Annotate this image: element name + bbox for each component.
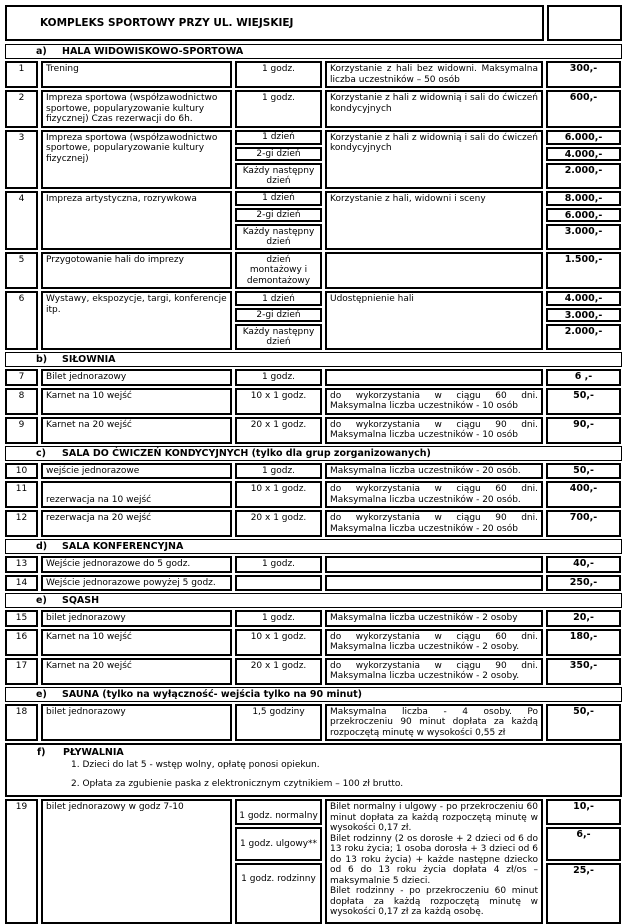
section-letter: a) [36,46,47,57]
duration-cell: 1 godz. [235,556,322,573]
price-value: 3.000,- [564,225,603,237]
price-row [5,799,622,924]
service-description [41,90,232,128]
section-title: SAUNA (tylko na wyłączność- wejścia tylko na 90 minut) [62,688,363,700]
row-number: 18 [5,704,38,742]
price-option [546,147,621,161]
duration-label: Każdy następny dzień [242,327,315,347]
service-description [41,610,232,627]
row-number: 8 [5,388,38,415]
section-title: HALA WIDOWISKOWO-SPORTOWA [62,46,244,57]
duration-option [235,799,322,825]
service-description [41,369,232,386]
note-paragraph: Bilet normalny i ulgowy - po przekroczeniu 60 minut dopłata za każdą rozpoczętą minutę w wysokości 0,17 zł. [330,802,538,833]
duration-cell: 1 godz. [235,463,322,480]
price-cell: 90,- [546,417,621,444]
service-description-text: Trening [46,64,79,74]
section-letter: f) [37,747,46,758]
row-number: 6 [5,291,38,350]
note-cell: Korzystanie z hali, widowni i sceny [325,191,543,250]
price-row [5,291,622,350]
section-letter: e) [36,688,47,700]
service-description [41,252,232,290]
price-cell: 50,- [546,463,621,480]
price-option [546,799,621,825]
duration-cell: 1 godz. [235,610,322,627]
service-description [41,556,232,573]
price-option [546,163,621,189]
service-description-text: wejście jednorazowe [46,465,140,476]
service-description-text: Wystawy, ekspozycje, targi, konferencje itp. [46,294,227,315]
duration-label: 1 dzień [262,193,295,203]
duration-option [235,130,322,145]
duration-cell: 1 godz. [235,61,322,88]
duration-label: 2-gi dzień [256,209,301,220]
note-cell: do wykorzystania w ciągu 60 dni. Maksymalna liczba uczestników - 10 osób [325,388,543,415]
duration-options [235,799,322,924]
duration-options [235,191,322,250]
price-option [546,130,621,145]
duration-label: 1 godz. rodzinny [241,874,316,884]
price-row [5,130,622,189]
duration-option [235,163,322,189]
service-description-text: Karnet na 20 wejść [46,660,132,671]
note-cell [325,369,543,386]
row-number: 4 [5,191,38,250]
service-description-text: Karnet na 10 wejść [46,390,132,401]
price-cell: 50,- [546,388,621,415]
duration-options [235,130,322,189]
price-row [5,252,622,290]
row-number: 11 [5,481,38,508]
service-description-text: Wejście jednorazowe do 5 godz. [46,559,191,569]
service-description-text: Karnet na 20 wejść [46,419,132,430]
duration-label: 1 dzień [262,132,295,142]
price-options [546,291,621,350]
document-title: KOMPLEKS SPORTOWY PRZY UL. WIEJSKIEJ [40,17,294,29]
note-cell [325,575,543,592]
section-header [5,446,622,461]
duration-cell: 10 x 1 godz. [235,388,322,415]
row-number: 13 [5,556,38,573]
row-number: 12 [5,510,38,537]
price-row [5,417,622,444]
price-value: 2.000,- [564,326,603,337]
row-number: 17 [5,658,38,685]
note-cell [325,799,543,924]
section-title: SQASH [62,595,100,606]
price-cell: 600,- [546,90,621,128]
service-description [41,481,232,508]
duration-cell: 20 x 1 godz. [235,658,322,685]
service-description-text: rezerwacja na 20 wejść [46,513,152,523]
price-cell: 180,- [546,629,621,656]
duration-option [235,224,322,250]
duration-cell: 10 x 1 godz. [235,629,322,656]
price-value: 4.000,- [564,293,603,304]
duration-option [235,147,322,161]
price-options [546,799,621,924]
section-title: SALA DO ĆWICZEŃ KONDYCYJNYCH (tylko dla grup zorganizowanych) [62,447,431,459]
price-table [5,44,630,924]
service-description [41,130,232,189]
note-cell: Korzystanie z hali bez widowni. Maksymalna liczba uczestników – 50 osób [325,61,543,88]
duration-label: 2-gi dzień [256,310,301,320]
section-header [5,352,622,367]
price-option [546,224,621,250]
price-option [546,308,621,322]
row-number: 1 [5,61,38,88]
section-header [5,44,622,59]
price-row [5,658,622,685]
duration-cell: 1 godz. [235,369,322,386]
price-row [5,629,622,656]
price-cell: 6 ,- [546,369,621,386]
service-description [41,388,232,415]
row-number: 19 [5,799,38,924]
price-row [5,463,622,480]
duration-cell: 20 x 1 godz. [235,510,322,537]
duration-label: Każdy następny dzień [242,165,315,186]
note-cell [325,252,543,290]
note-cell: do wykorzystania w ciągu 90 dni. Maksymalna liczba uczestników - 2 osoby. [325,658,543,685]
price-value: 4.000,- [564,148,603,160]
row-number: 5 [5,252,38,290]
duration-cell: 20 x 1 godz. [235,417,322,444]
price-row [5,369,622,386]
note-cell: Maksymalna liczba uczestników - 20 osób. [325,463,543,480]
service-description-text: Impreza sportowa (współzawodnictwo sportowe, popularyzowanie kultury fizycznej) [46,132,218,164]
service-description-text: rezerwacja na 10 wejść [46,494,152,505]
price-cell: 350,- [546,658,621,685]
section-title: PŁYWALNIA [63,747,124,758]
price-value: 8.000,- [564,192,603,204]
row-number: 10 [5,463,38,480]
price-value: 6,- [576,829,591,840]
duration-label: Każdy następny dzień [242,226,315,247]
table-header-row [5,5,630,41]
duration-cell: dzień montażowy i demontażowy [235,252,322,290]
note-cell: Maksymalna liczba - 4 osoby. Po przekroczeniu 90 minut dopłata za każdą rozpoczętą minutę w wysokości 0,55 zł [325,704,543,742]
price-row [5,481,622,508]
section-title: SALA KONFERENCYJNA [62,541,184,552]
service-description-text: bilet jednorazowy w godz 7-10 [46,802,184,812]
price-row [5,556,622,573]
note-cell [325,556,543,573]
price-cell: 40,- [546,556,621,573]
note-cell: Udostępnienie hali [325,291,543,350]
duration-option [235,863,322,924]
duration-cell: 10 x 1 godz. [235,481,322,508]
service-description [41,629,232,656]
price-row [5,191,622,250]
note-cell: Korzystanie z hali z widownią i sali do ćwiczeń kondycyjnych [325,90,543,128]
info-section [5,743,622,797]
price-cell: 300,- [546,61,621,88]
section-letter: d) [36,541,48,552]
document-title-cell [5,5,544,41]
price-cell: 1.500,- [546,252,621,290]
price-option [546,191,621,206]
price-value: 25,- [573,865,594,876]
service-description-text: Karnet na 10 wejść [46,631,132,642]
price-cell: 400,- [546,481,621,508]
price-option [546,291,621,306]
service-description-text: Przygotowanie hali do imprezy [46,254,184,265]
section-header [5,593,622,608]
row-number: 7 [5,369,38,386]
duration-option [235,291,322,306]
price-cell: 250,- [546,575,621,592]
duration-cell: 1 godz. [235,90,322,128]
service-description [41,658,232,685]
section-header [5,539,622,554]
note-cell: do wykorzystania w ciągu 90 dni. Maksymalna liczba uczestników - 10 osób [325,417,543,444]
service-description [41,704,232,742]
note-paragraph: Bilet rodzinny (2 os dorosłe + 2 dzieci od 6 do 13 roku życia; 1 osoba dorosła + 3 dzieci od 6 do 13 roku życia) + każde następne dziecko od 6 do 13 roku życia dopłata 4 zł/os – maksymalnie 5 dzieci. [330,833,538,886]
duration-cell [235,575,322,592]
price-options [546,191,621,250]
duration-option [235,827,322,861]
service-description-text: bilet jednorazowy [46,706,126,717]
note-cell: do wykorzystania w ciągu 90 dni. Maksymalna liczba uczestników - 20 osób [325,510,543,537]
price-cell: 20,- [546,610,621,627]
row-number: 3 [5,130,38,189]
price-value: 2.000,- [564,164,603,176]
header-price-cell-empty [547,5,622,41]
price-option [546,863,621,924]
service-description [41,291,232,350]
section-title: SIŁOWNIA [62,354,116,365]
service-description [41,191,232,250]
price-option [546,324,621,350]
section-letter: e) [36,595,47,606]
info-note: 2. Opłata za zgubienie paska z elektronicznym czytnikiem – 100 zł brutto. [71,778,404,789]
price-row [5,575,622,592]
row-number: 2 [5,90,38,128]
service-description [41,575,232,592]
price-value: 10,- [573,801,594,812]
price-row [5,61,622,88]
service-description [41,510,232,537]
price-row [5,90,622,128]
duration-label: 1 godz. ulgowy** [239,839,318,849]
note-cell: do wykorzystania w ciągu 60 dni. Maksymalna liczba uczestników - 2 osoby. [325,629,543,656]
service-description [41,463,232,480]
row-number: 9 [5,417,38,444]
price-value: 6.000,- [564,209,603,221]
row-number: 14 [5,575,38,592]
price-row [5,388,622,415]
row-number: 16 [5,629,38,656]
service-description [41,61,232,88]
price-option [546,827,621,861]
duration-label: 1 godz. normalny [239,811,318,821]
price-cell: 700,- [546,510,621,537]
note-cell: Maksymalna liczba uczestników - 2 osoby [325,610,543,627]
note-paragraph: Bilet rodzinny - po przekroczeniu 60 minut dopłata za każdą rozpoczętą minutę w wysokości 0,17 zł za każdą osobę. [330,886,538,917]
section-letter: b) [36,354,48,365]
service-description-text: Wejście jednorazowe powyżej 5 godz. [46,577,216,588]
duration-cell: 1,5 godziny [235,704,322,742]
note-cell: do wykorzystania w ciągu 60 dni. Maksymalna liczba uczestników - 20 osób. [325,481,543,508]
section-letter: c) [36,447,46,459]
note-cell: Korzystanie z hali z widownią i sali do ćwiczeń kondycyjnych [325,130,543,189]
duration-option [235,191,322,206]
info-section-header [37,747,612,758]
price-row [5,610,622,627]
duration-options [235,291,322,350]
duration-option [235,308,322,322]
info-note: 1. Dzieci do lat 5 - wstęp wolny, opłatę ponosi opiekun. [71,760,320,770]
duration-option [235,208,322,222]
duration-label: 2-gi dzień [256,148,301,159]
price-cell: 50,- [546,704,621,742]
service-description-text: bilet jednorazowy [46,613,126,623]
price-value: 3.000,- [564,310,603,321]
row-number: 15 [5,610,38,627]
price-row [5,510,622,537]
section-header [5,687,622,702]
service-description-text: Impreza artystyczna, rozrywkowa [46,193,197,204]
price-row [5,704,622,742]
price-option [546,208,621,222]
duration-option [235,324,322,350]
service-description [41,417,232,444]
price-value: 6.000,- [564,131,603,143]
service-description [41,799,232,924]
duration-label: 1 dzień [262,293,295,304]
service-description-text: Bilet jednorazowy [46,372,127,382]
price-options [546,130,621,189]
service-description-text: Impreza sportowa (współzawodnictwo sportowe, popularyzowanie kultury fizycznej) Czas rezerwacji do 6h. [46,93,218,124]
